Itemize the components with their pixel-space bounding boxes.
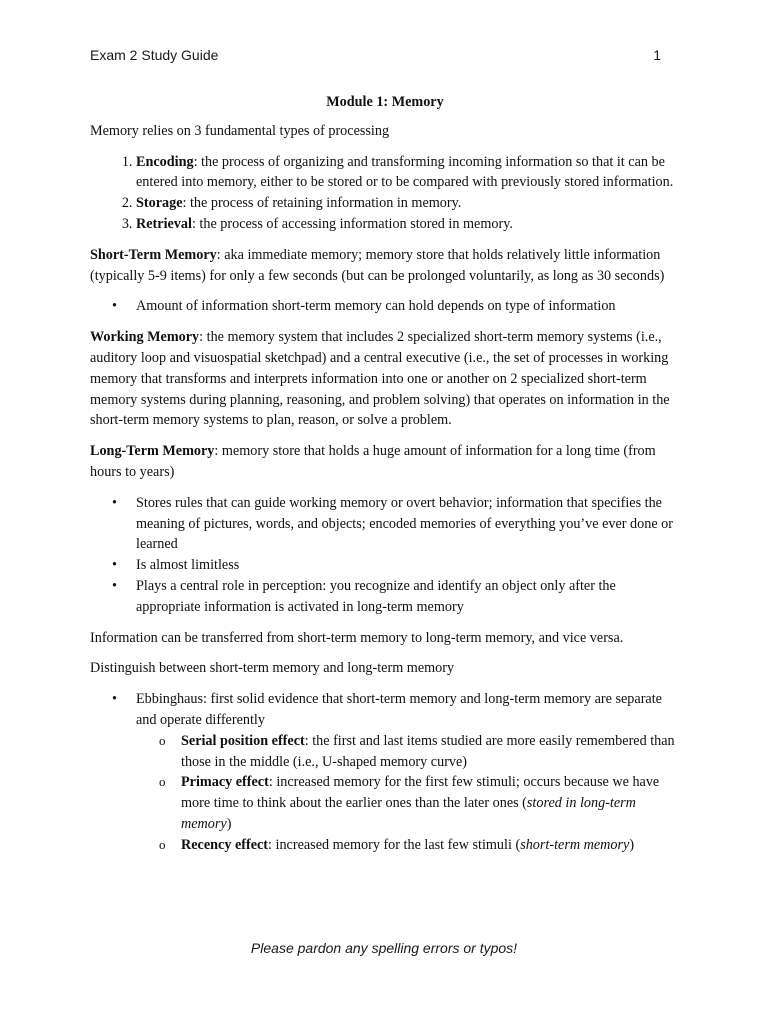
definition: : the process of organizing and transforming incoming information so that it can be entered into memory, either to be stored or to be compared with previously stored information. [136,153,674,191]
term: Long-Term Memory [90,443,215,460]
transfer-paragraph: Information can be transferred from short-term memory to long-term memory, and vice versa. [90,629,624,646]
distinguish-bullets [90,689,680,855]
italic-note: short-term memory [520,836,630,853]
definition: : the process of retaining information in memory. [182,195,462,212]
wm-paragraph [90,327,680,431]
list-item: • Amount of information short-term memory can hold depends on type of information [136,296,680,317]
ltm-paragraph [90,441,680,483]
term: Primacy effect [181,774,269,791]
page-header [90,47,661,63]
list-item [136,689,680,855]
distinguish-paragraph: Distinguish between short-term memory and long-term memory [90,660,455,677]
module-title: Module 1: Memory [326,94,444,110]
term: Retrieval [136,215,192,232]
list-item: • Stores rules that can guide working memory or overt behavior; information that specifies the meaning of pictures, words, and objects; encoded memories of everything you’ve ever done or learned [136,493,680,555]
list-item [136,152,680,194]
document-title: Exam 2 Study Guide [90,47,219,63]
list-item [136,214,680,235]
italic-note: stored in long-term memory [181,795,636,832]
stm-paragraph [90,245,680,287]
sublist-item [181,835,680,856]
page-footer: Please pardon any spelling errors or typos! [250,940,518,956]
effects-sublist [136,731,680,856]
sublist-item [181,731,680,773]
term: Short-Term Memory [90,246,217,263]
definition: : the first and last items studied are more easily remembered than those in the middle (i.e., U-shaped memory curve) [181,732,675,770]
definition: : the memory system that includes 2 specialized short-term memory systems (i.e., auditory loop and visuospatial sketchpad) and a central executive (i.e., the set of processes in working memory that transforms and interprets information into one or another on 2 specialized short-term memory systems during planning, reasoning, and problem solving) that operates on information in the short-term memory systems to plan, reason, or solve a problem. [90,329,670,429]
ltm-bullets [90,493,680,618]
definition: : increased memory for the last few stimuli ( [268,836,521,853]
term: Working Memory [90,329,200,346]
sublist-item [181,772,680,834]
document-body [90,92,680,866]
list-item [136,193,680,214]
definition: : memory store that holds a huge amount of information for a long time (from hours to years) [90,443,656,480]
definition: : the process of accessing information stored in memory. [191,215,513,232]
term: Serial position effect [181,732,305,749]
definition: : aka immediate memory; memory store that holds relatively little information (typically 5-9 items) for only a few seconds (but can be prolonged voluntarily, as long as 30 seconds) [90,246,665,284]
ebbinghaus-text: Ebbinghaus: first solid evidence that short-term memory and long-term memory are separate and operate differently [136,691,662,728]
intro-paragraph: Memory relies on 3 fundamental types of processing [90,122,390,139]
stm-bullets [90,296,680,317]
list-item: • Is almost limitless [136,555,680,576]
processing-list [90,152,680,235]
close-paren: ) [226,815,232,832]
page-number: 1 [653,47,661,63]
list-item: • Plays a central role in perception: you recognize and identify an object only after the appropriate information is activated in long-term memory [136,576,680,618]
close-paren: ) [629,836,635,853]
term: Recency effect [181,836,269,853]
term: Storage [136,195,183,212]
definition: : increased memory for the first few stimuli; occurs because we have more time to think about the earlier ones than the later ones ( [181,774,660,812]
term: Encoding [136,153,194,170]
